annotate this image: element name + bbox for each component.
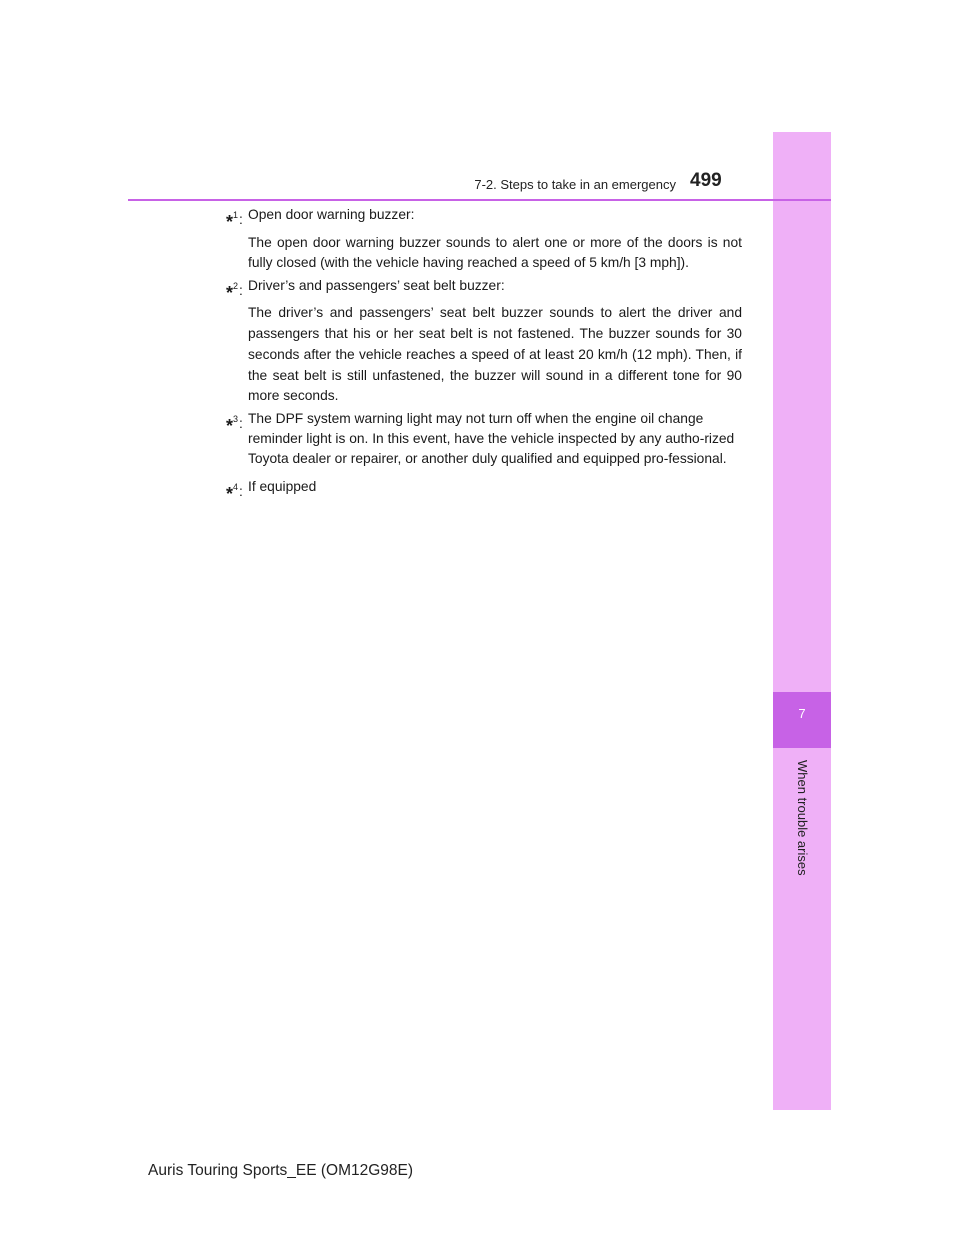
footnote-marker: *$^1$:: [226, 210, 243, 232]
chapter-number: 7: [798, 706, 806, 721]
chapter-label: When trouble arises: [795, 760, 810, 876]
footnote-2: [226, 276, 742, 407]
footnote-body: The DPF system warning light may not turn off when the engine oil change reminder light is on. In this event, have the vehicle inspected by any autho-rized Toyota dealer or repairer, or another duly qualified and equipped pro-fessional.: [248, 410, 735, 466]
footnote-marker: *$^3$:: [226, 413, 243, 436]
footnote-3: [226, 409, 742, 468]
footnote-body: The driver’s and passengers’ seat belt buzzer sounds to alert the driver and passengers that his or her seat belt is not fastened. The buzzer sounds for 30 seconds after the vehicle reaches a speed of at least 20 km/h (12 mph). Then, if the seat belt is still unfastened, the buzzer will sound in a different tone for 90 more seconds.: [248, 305, 742, 404]
section-title: 7-2. Steps to take in an emergency: [474, 177, 676, 192]
footnote-1: [226, 205, 742, 274]
page-number: 499: [690, 170, 722, 191]
footnote-title: Open door warning buzzer:: [248, 207, 415, 222]
footnote-body: If equipped: [248, 479, 317, 495]
footnote-body: The open door warning buzzer sounds to alert one or more of the doors is not fully closed (with the vehicle having reached a speed of 5 km/h [3 mph]).: [248, 234, 742, 271]
document-footer: Auris Touring Sports_EE (OM12G98E): [148, 1162, 414, 1179]
chapter-number-tab[interactable]: [773, 692, 831, 748]
footnote-marker: *$^2$:: [226, 280, 243, 303]
footnote-4: [226, 477, 742, 505]
side-tab: [773, 132, 831, 1110]
footnote-marker: *$^4$:: [226, 482, 243, 505]
footnotes: [226, 205, 742, 505]
header-rule: [128, 199, 831, 201]
footnote-title: Driver’s and passengers’ seat belt buzzer:: [248, 277, 505, 293]
